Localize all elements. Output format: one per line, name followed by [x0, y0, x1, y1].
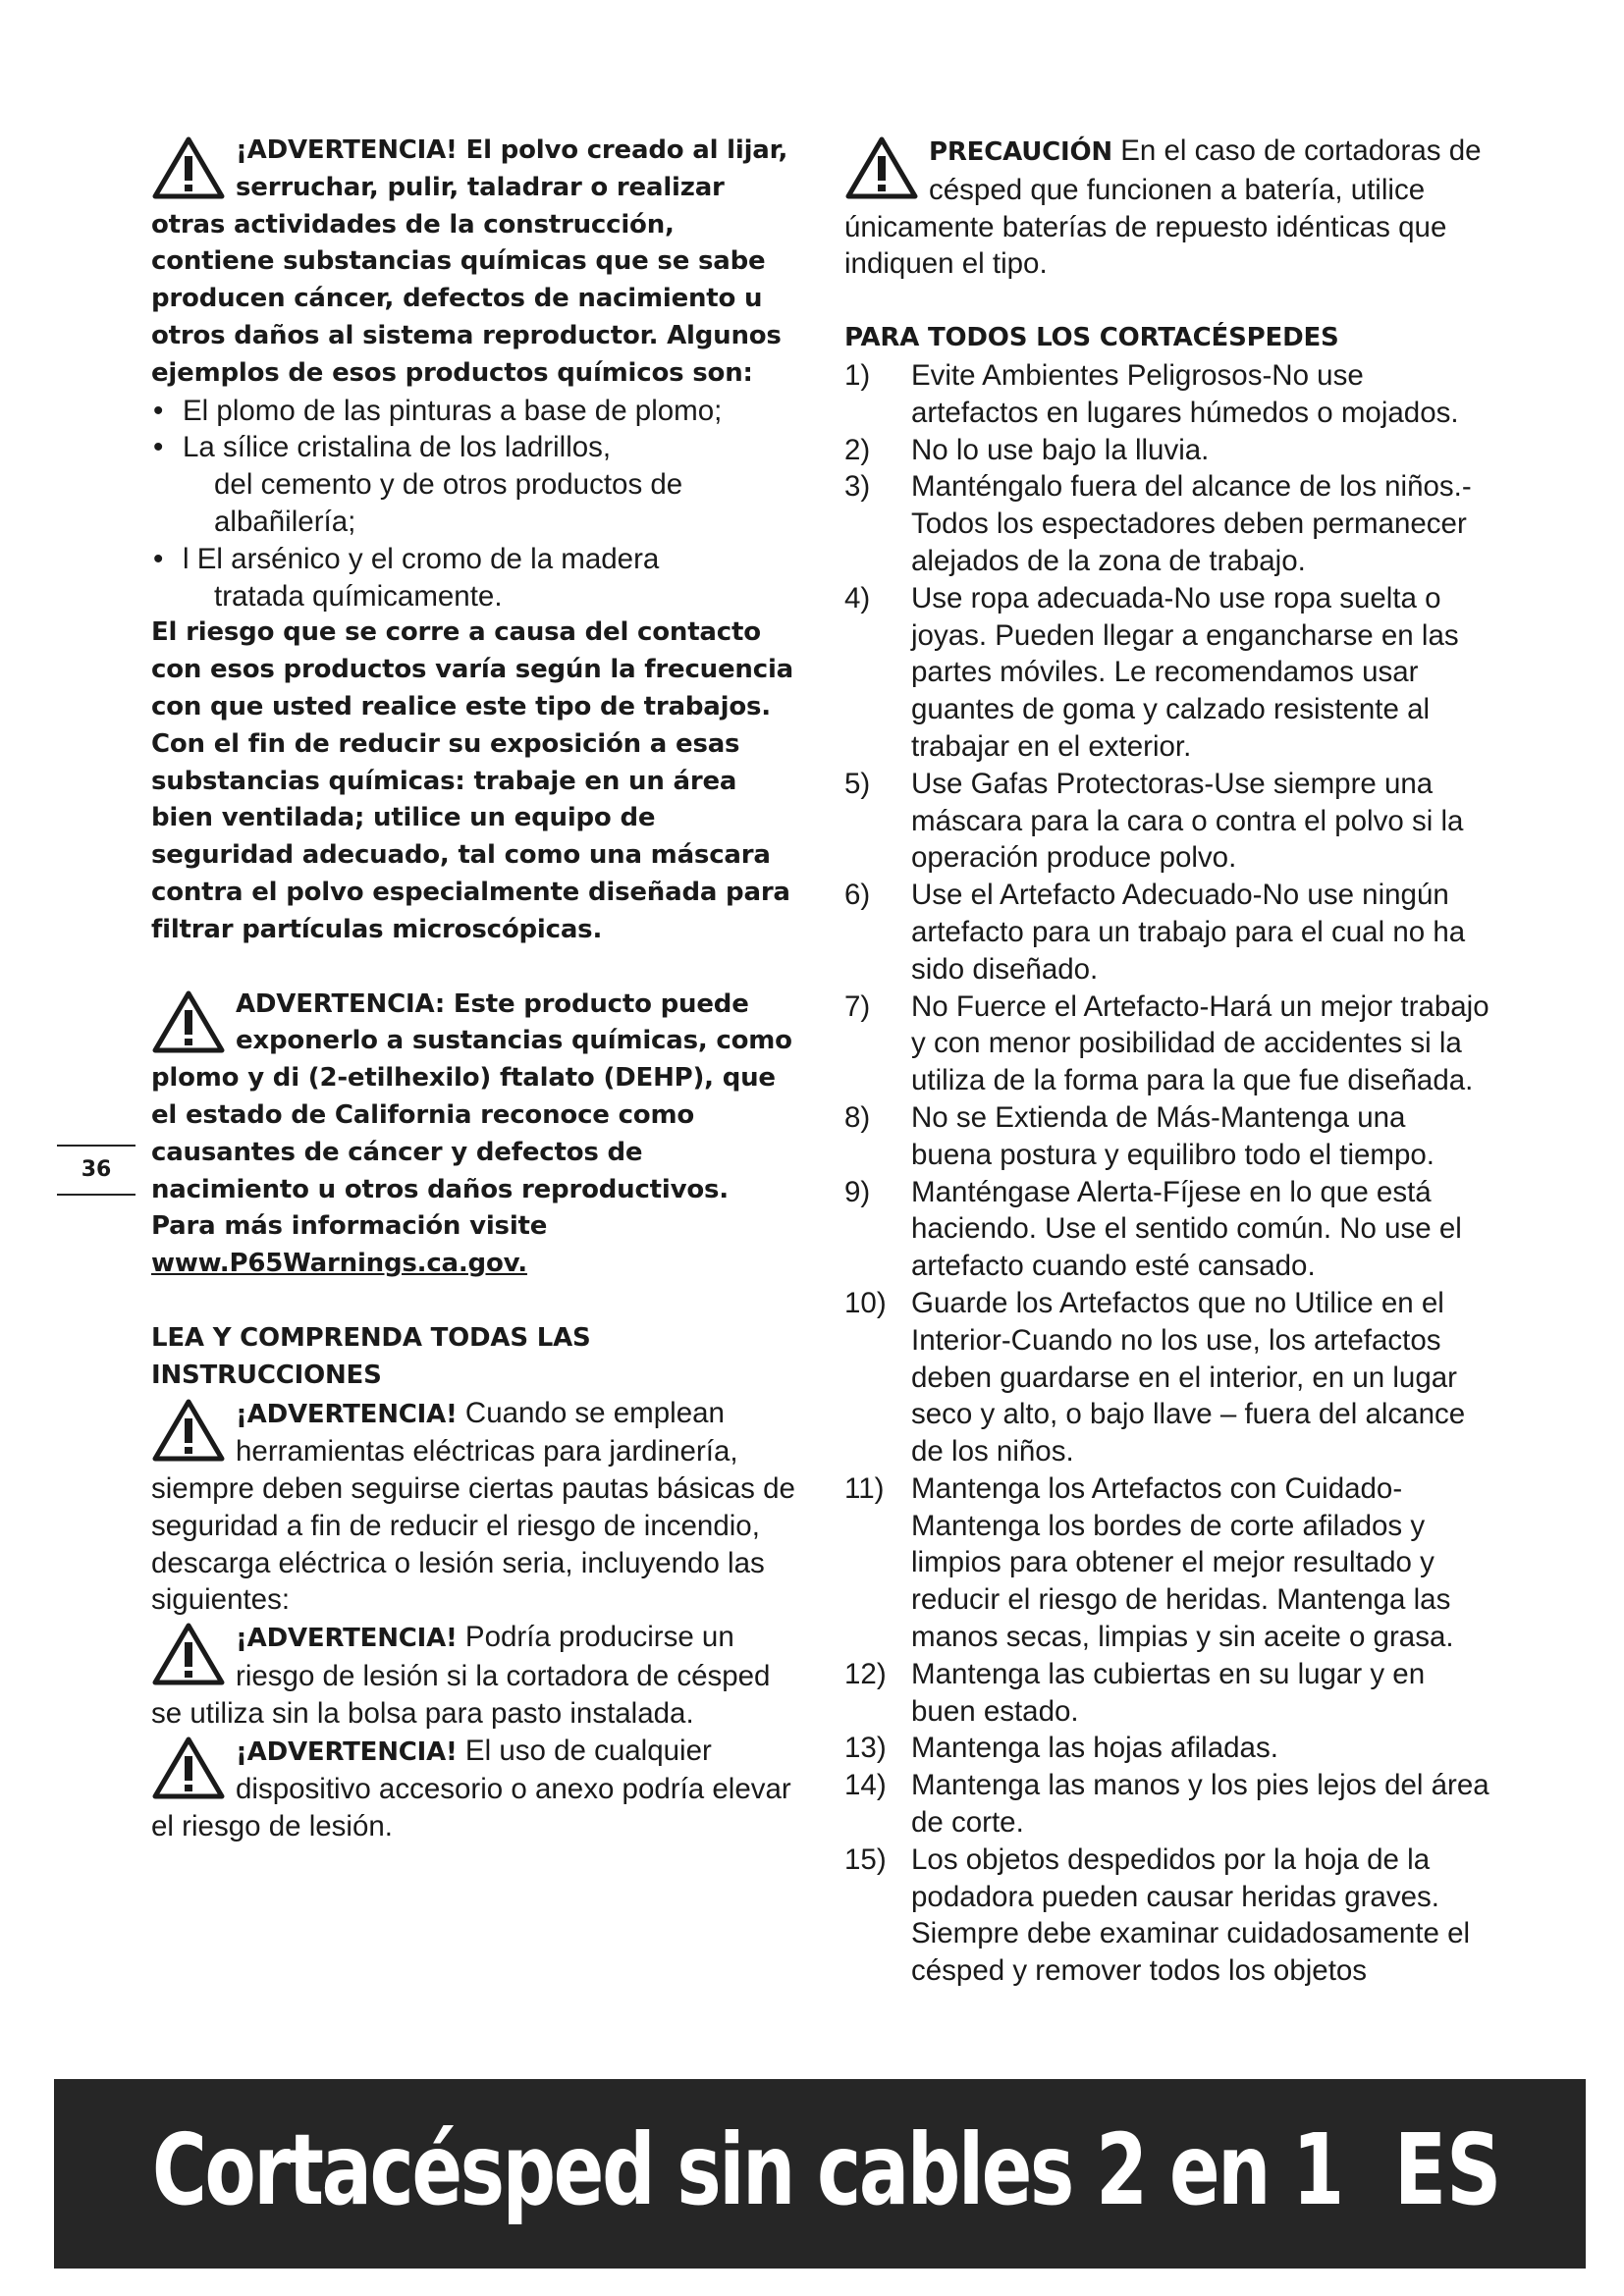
garden-tools-text: Cuando se emplean herramientas eléctricas para jardinería, siempre deben seguirse ciertas pautas básicas de seguridad a fin de reducir el riesgo de incendio, descarga eléctrica o lesión seria, incluyendo las siguientes: [151, 1396, 795, 1617]
prop65-text: ADVERTENCIA: Este producto puede exponerlo a sustancias químicas, como plomo y di (2-etilhexilo) ftalato (DEHP), que el estado de California reconoce como causantes de cáncer y defectos de nacimiento u otros daños reproductivos. Para más información visite [151, 988, 792, 1242]
list-item: 11) Mantenga los Artefactos con Cuidado-Mantenga los bordes de corte afilados y limpios para obtener el mejor resultado y reducir el riesgo de heridas. Mantenga las manos secas, limpias y sin aceite o grasa. [844, 1471, 1454, 1654]
warning-triangle-icon [844, 134, 919, 201]
caution-label: PRECAUCIÓN [929, 137, 1112, 167]
list-item: 7) No Fuerce el Artefacto-Hará un mejor trabajo y con menor posibilidad de accidentes si la utiliza de la forma para la que fue diseñada. [844, 989, 1489, 1097]
language-code: ES [1393, 2112, 1501, 2227]
list-item: 1) Evite Ambientes Peligrosos-No use artefactos en lugares húmedos o mojados. [844, 358, 1459, 429]
list-item: 14) Mantenga las manos y los pies lejos del área de corte. [844, 1769, 1489, 1840]
bullet-item: • El plomo de las pinturas a base de plomo; [153, 394, 723, 427]
grass-bag-warning [151, 1619, 801, 1732]
list-item: 13) Mantenga las hojas afiladas. [844, 1732, 1278, 1765]
warning-label: ¡ADVERTENCIA! [236, 1736, 458, 1767]
p65-warnings-link[interactable]: www.P65Warnings.ca.gov. [151, 1249, 527, 1279]
list-item: 9) Manténgase Alerta-Fíjese en lo que está haciendo. Use el sentido común. No use el artefacto cuando esté cansado. [844, 1175, 1462, 1283]
left-column [151, 133, 801, 1845]
caution-text: En el caso de cortadoras de césped que funcionen a batería, utilice únicamente baterías de repuesto idénticas que indiquen el tipo. [844, 134, 1482, 281]
warning-label: ¡ADVERTENCIA! [236, 1399, 458, 1429]
warning-label: ¡ADVERTENCIA! [236, 1624, 458, 1654]
page-number: 36 [57, 1145, 135, 1196]
right-column [844, 133, 1492, 1990]
dust-warning-closing: El riesgo que se corre a causa del contacto con esos productos varía según la frecuencia con que usted realice este tipo de trabajos. Con el fin de reducir su exposición a esas substancias químicas: trabaje en un área bien ventilada; utilice un equipo de seguridad adecuado, tal como una máscara contra el polvo especialmente diseñada para filtrar partículas microscópicas. [151, 617, 794, 944]
battery-caution [844, 133, 1492, 283]
list-item: 12) Mantenga las cubiertas en su lugar y en buen estado. [844, 1657, 1426, 1728]
safety-list [844, 357, 1492, 1990]
warning-triangle-icon [151, 988, 226, 1055]
accessory-text: El uso de cualquier dispositivo accesorio o anexo podría elevar el riesgo de lesión. [151, 1734, 791, 1843]
section-title-all-mowers: PARA TODOS LOS CORTACÉSPEDES [844, 323, 1339, 353]
dust-warning [151, 133, 801, 949]
warning-triangle-icon [151, 1397, 226, 1464]
list-item: 10) Guarde los Artefactos que no Utilice en el Interior-Cuando no los use, los artefactos deben guardarse en el interior, en un lugar seco y alto, o bajo llave – fuera del alcance de los niños. [844, 1286, 1466, 1468]
prop65-warning [151, 987, 801, 1283]
list-item: 2) No lo use bajo la lluvia. [844, 433, 1210, 466]
warning-triangle-icon [151, 1621, 226, 1687]
dust-warning-lead: ¡ADVERTENCIA! El polvo creado al lijar, serruchar, pulir, taladrar o realizar otras actividades de la construcción, contiene substancias químicas que se sabe producen cáncer, defectos de nacimiento u otros daños al sistema reproductor. Algunos ejemplos de esos productos químicos son: [151, 135, 788, 388]
list-item: 8) No se Extienda de Más-Mantenga una buena postura y equilibro todo el tiempo. [844, 1100, 1435, 1171]
list-item: 3) Manténgalo fuera del alcance de los niños.-Todos los espectadores deben permanecer alejados de la zona de trabajo. [844, 470, 1472, 577]
list-item: 5) Use Gafas Protectoras-Use siempre una máscara para la cara o contra el polvo si la operación produce polvo. [844, 767, 1464, 875]
warning-triangle-icon [151, 134, 226, 201]
grass-bag-text: Podría producirse un riesgo de lesión si la cortadora de césped se utiliza sin la bolsa para pasto instalada. [151, 1621, 771, 1730]
bullet-item: • La sílice cristalina de los ladrillos, del cemento y de otros productos de albañilería; [153, 431, 683, 538]
list-item: 6) Use el Artefacto Adecuado-No use ningún artefacto para un trabajo para el cual no ha sido diseñado. [844, 879, 1466, 986]
list-item: 4) Use ropa adecuada-No use ropa suelta o joyas. Pueden llegar a engancharse en las partes móviles. Le recomendamos usar guantes de goma y calzado resistente al trabajar en el exterior. [844, 581, 1459, 763]
section-title-instructions: LEA Y COMPRENDA TODAS LAS INSTRUCCIONES [151, 1322, 591, 1390]
list-item: 15) Los objetos despedidos por la hoja de la podadora pueden causar heridas graves. Siempre debe examinar cuidadosamente el césped y remover todos los objetos [844, 1842, 1471, 1988]
bullet-item: • l El arsénico y el cromo de la madera tratada químicamente. [153, 542, 660, 613]
footer-banner [54, 2079, 1586, 2269]
product-title: Cortacésped sin cables 2 en 1 [152, 2112, 1342, 2227]
accessory-warning [151, 1733, 801, 1845]
warning-triangle-icon [151, 1735, 226, 1801]
garden-tools-warning [151, 1395, 801, 1620]
